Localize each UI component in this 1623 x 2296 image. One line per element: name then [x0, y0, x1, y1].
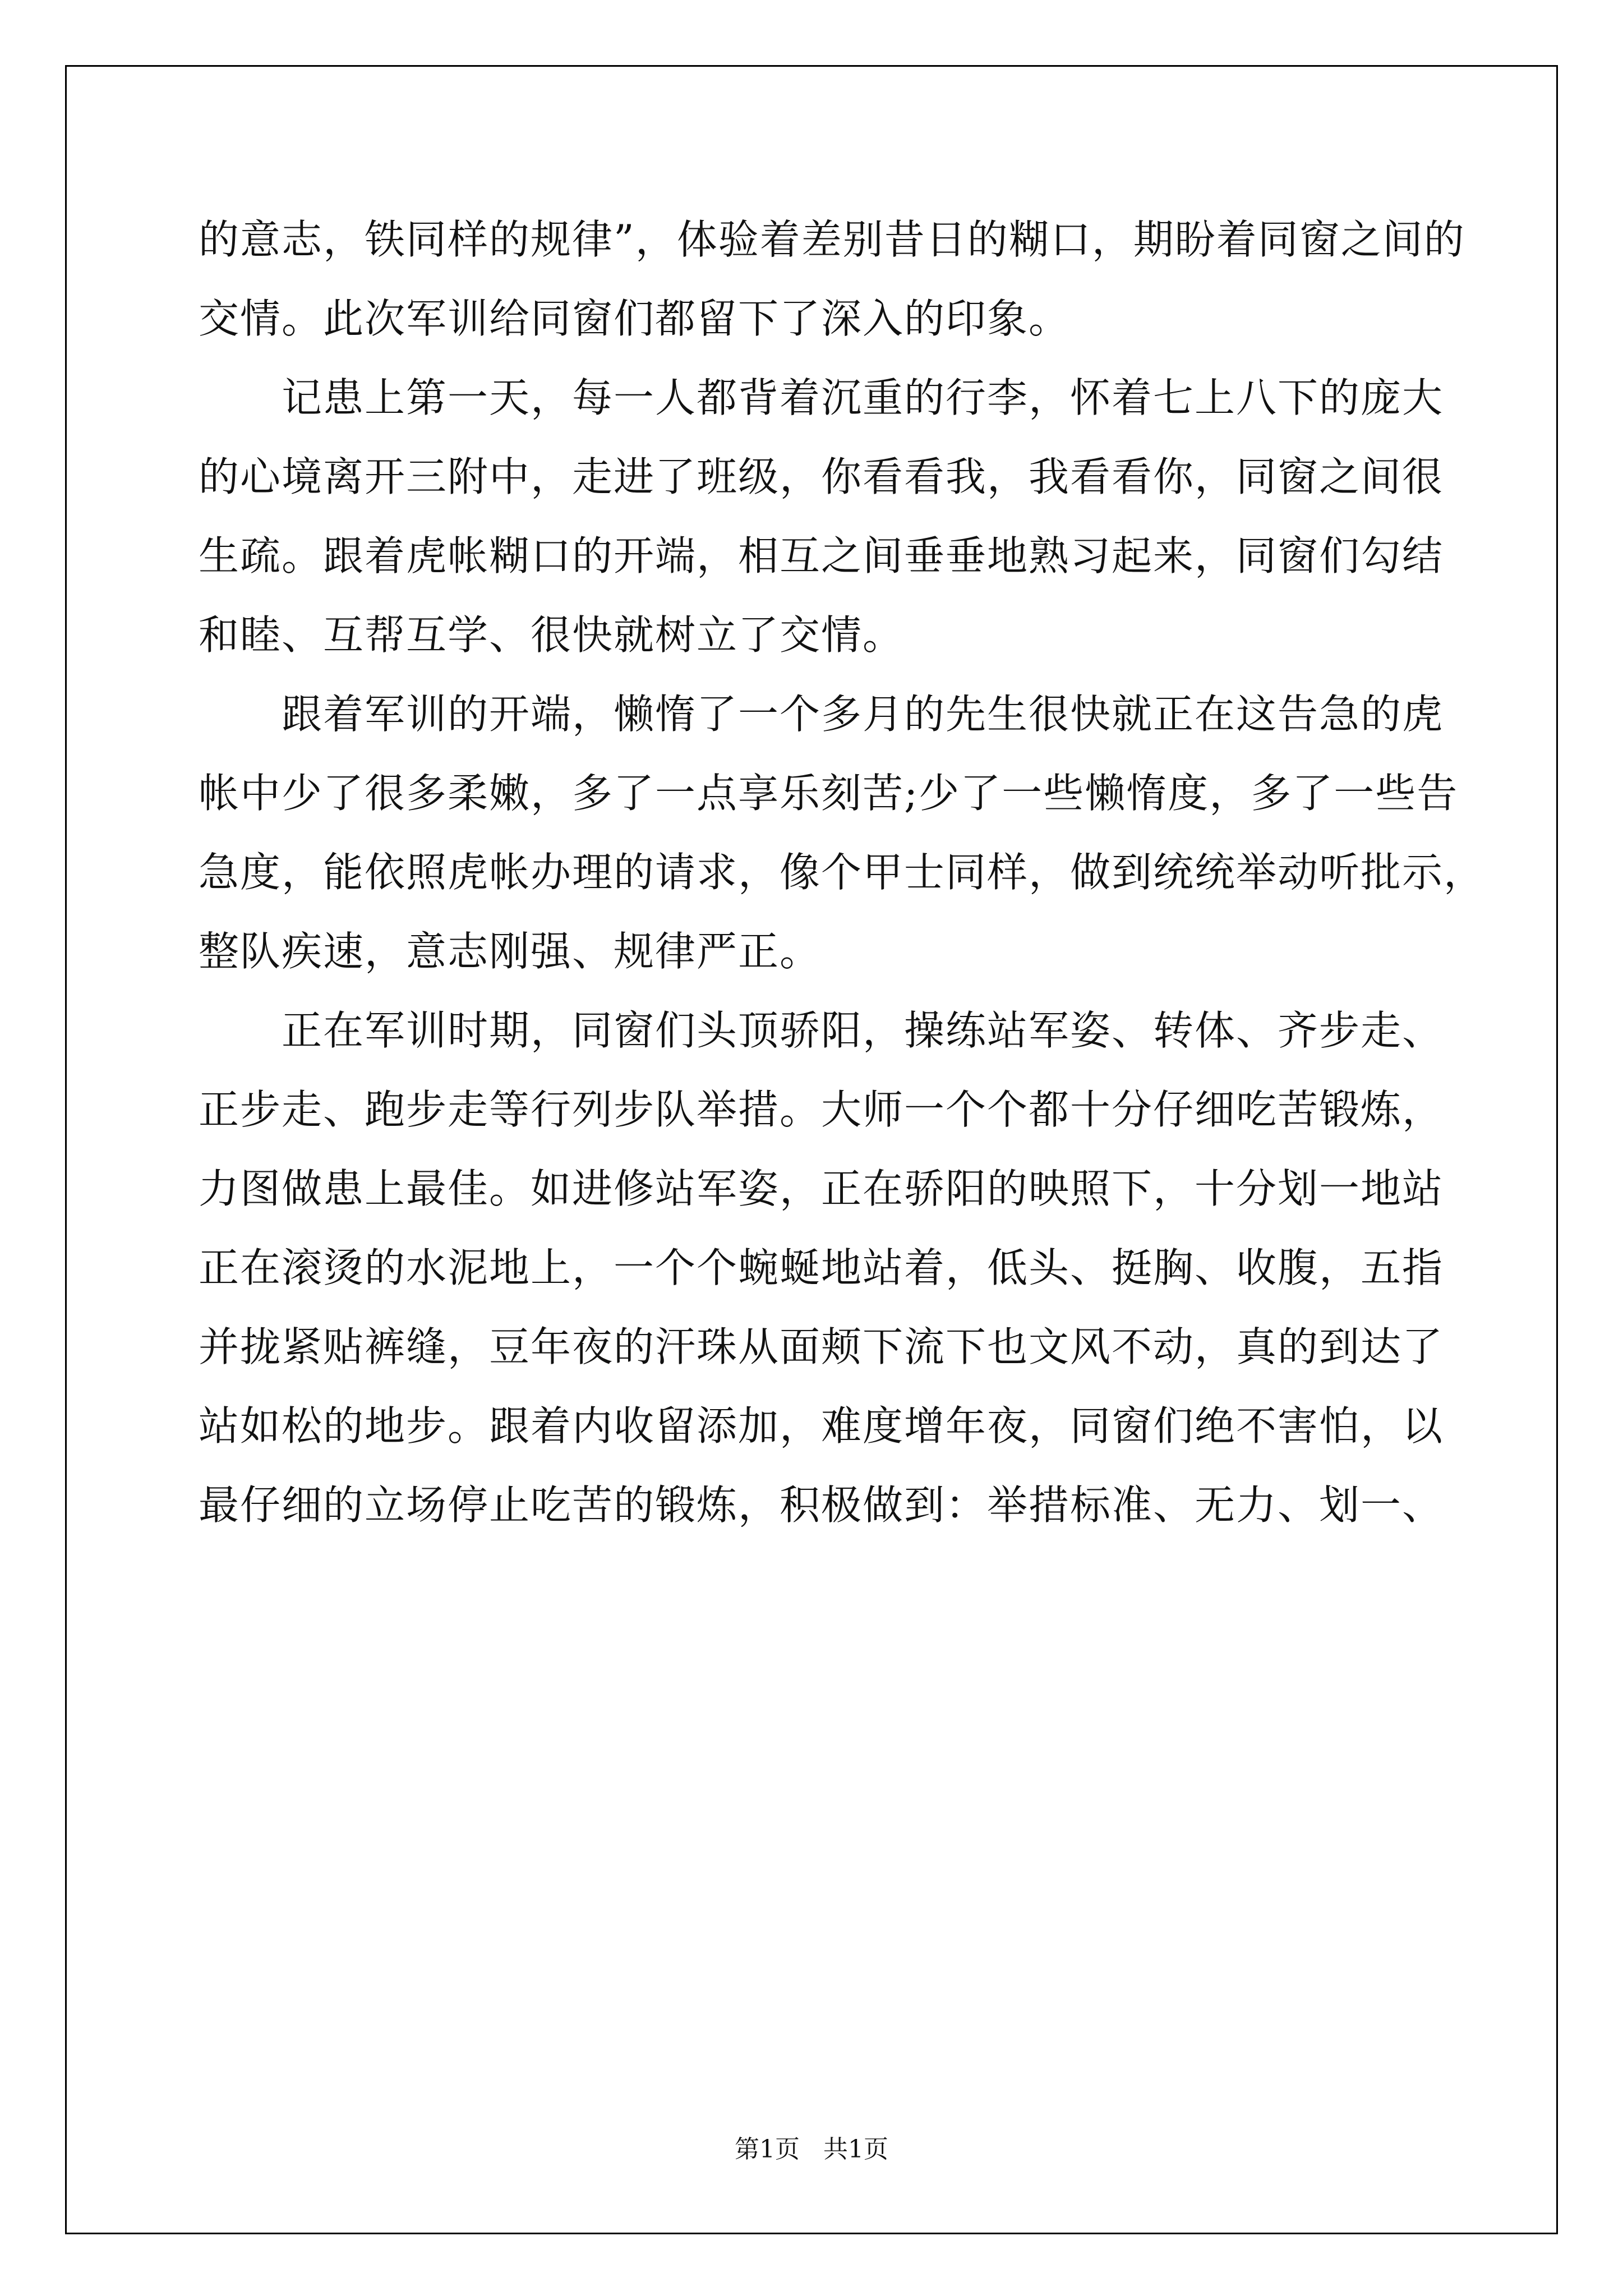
page-footer	[0, 2129, 1623, 2165]
paragraph-2-line-1: 记患上第一天，每一人都背着沉重的行李，怀着七上八下的庞大	[199, 374, 1444, 421]
paragraph-3-line-1: 跟着军训的开端，懒惰了一个多月的先生很快就正在这告急的虎	[199, 691, 1444, 738]
document-body	[199, 200, 1486, 1545]
paragraph-3-line-2: 帐中少了很多柔嫩，多了一点享乐刻苦;少了一些懒惰度，多了一些告	[199, 770, 1459, 817]
text-line-1: 的意志，铁同样的规律”，体验着差别昔日的糊口，期盼着同窗之间的	[199, 216, 1465, 263]
page-number: 第1页	[735, 2135, 800, 2164]
paragraph-4-line-1: 正在军训时期，同窗们头顶骄阳，操练站军姿、转体、齐步走、	[199, 1007, 1444, 1054]
paragraph-2-line-4: 和睦、互帮互学、很快就树立了交情。	[199, 611, 905, 659]
paragraph-4-line-2: 正步走、跑步走等行列步队举措。大师一个个都十分仔细吃苦锻炼，	[199, 1086, 1444, 1133]
text-line-2: 交情。此次军训给同窗们都留下了深入的印象。	[199, 295, 1071, 342]
paragraph-3-line-4: 整队疾速，意志刚强、规律严正。	[199, 928, 822, 975]
paragraph-4-line-6: 站如松的地步。跟着内收留添加，难度增年夜，同窗们绝不害怕，以	[199, 1402, 1444, 1450]
page-total: 共1页	[823, 2135, 888, 2164]
paragraph-4-line-3: 力图做患上最佳。如进修站军姿，正在骄阳的映照下，十分划一地站	[199, 1165, 1444, 1212]
paragraph-2-line-3: 生疏。跟着虎帐糊口的开端，相互之间垂垂地熟习起来，同窗们勾结	[199, 532, 1444, 579]
paragraph-4-line-4: 正在滚烫的水泥地上，一个个蜿蜒地站着，低头、挺胸、收腹，五指	[199, 1244, 1444, 1291]
paragraph-4-line-7: 最仔细的立场停止吃苦的锻炼，积极做到：举措标准、无力、划一、	[199, 1481, 1444, 1529]
paragraph-4-line-5: 并拢紧贴裤缝，豆年夜的汗珠从面颊下流下也文风不动，真的到达了	[199, 1323, 1444, 1370]
paragraph-3-line-3: 急度，能依照虎帐办理的请求，像个甲士同样，做到统统举动听批示，	[199, 849, 1486, 896]
paragraph-2-line-2: 的心境离开三附中，走进了班级，你看看我，我看看你，同窗之间很	[199, 453, 1444, 500]
